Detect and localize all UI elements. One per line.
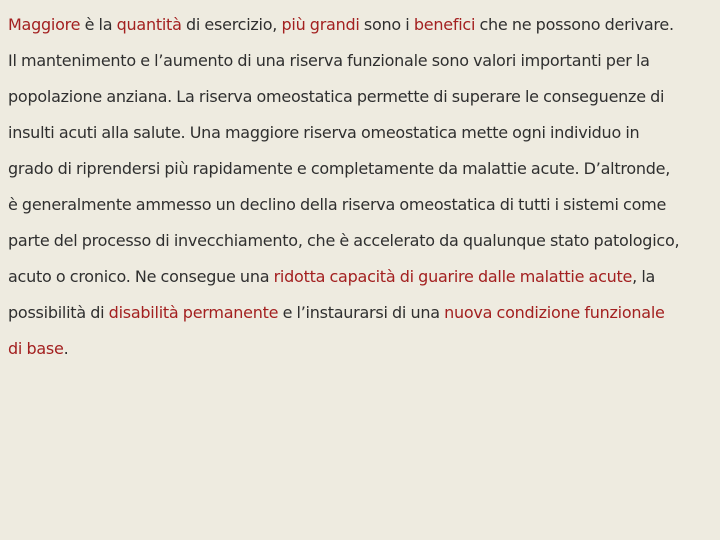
text-segment: acuto o cronico. Ne consegue una [8,267,274,286]
text-segment: e l’instaurarsi di una [278,303,445,322]
text-segment: Il mantenimento e l’aumento di una riserva funzionale sono valori importanti per la [8,51,650,70]
text-segment: insulti acuti alla salute. Una maggiore riserva omeostatica mette ogni individuo in [8,123,640,142]
text-line [8,259,714,295]
text-line [8,295,714,331]
highlighted-text: più grandi [281,15,360,34]
text-line [8,7,714,43]
highlighted-text: quantità [116,15,182,34]
highlighted-text: nuova condizione funzionale [444,303,665,322]
text-segment: , la [632,267,656,286]
highlighted-text: disabilità permanente [108,303,279,322]
text-segment: . [63,339,69,358]
body-paragraph [8,7,714,367]
text-line [8,43,714,79]
text-segment: che ne possono derivare. [475,15,674,34]
text-line [8,115,714,151]
text-segment: sono i [359,15,414,34]
highlighted-text: di base [8,339,64,358]
text-segment: popolazione anziana. La riserva omeostatica permette di superare le conseguenze di [8,87,665,106]
text-segment: possibilità di [8,303,109,322]
text-line [8,79,714,115]
text-line [8,223,714,259]
text-line [8,151,714,187]
text-segment: è generalmente ammesso un declino della riserva omeostatica di tutti i sistemi come [8,195,667,214]
highlighted-text: Maggiore [8,15,81,34]
text-segment: grado di riprendersi più rapidamente e completamente da malattie acute. D’altronde, [8,159,671,178]
text-segment: è la [80,15,117,34]
text-line [8,187,714,223]
text-segment: parte del processo di invecchiamento, che è accelerato da qualunque stato patologico, [8,231,680,250]
text-segment: di esercizio, [181,15,282,34]
text-line [8,331,714,367]
highlighted-text: ridotta capacità di guarire dalle malattie acute [273,267,633,286]
highlighted-text: benefici [413,15,476,34]
